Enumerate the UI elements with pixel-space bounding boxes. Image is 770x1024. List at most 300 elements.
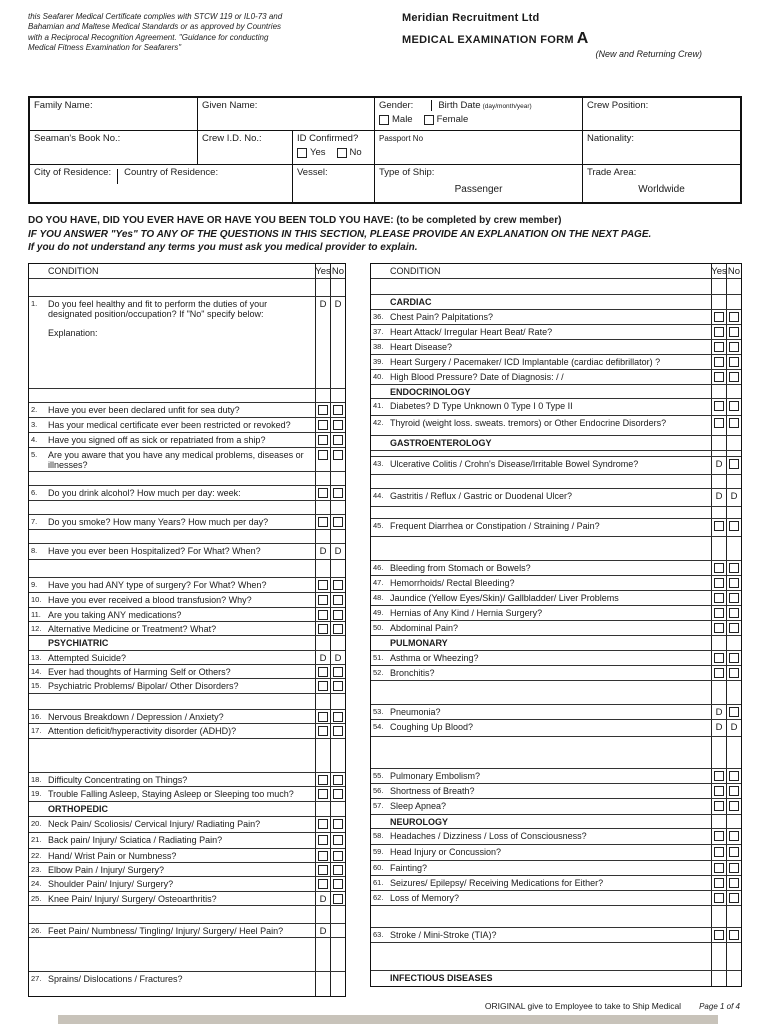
question-row: [29, 892, 345, 906]
no-checkbox[interactable]: [333, 835, 343, 845]
no-answer-cell: [726, 399, 741, 415]
question-text: Are you taking ANY medications?: [48, 609, 182, 620]
no-checkbox[interactable]: [729, 707, 739, 717]
no-checkbox[interactable]: [333, 865, 343, 875]
no-checkbox[interactable]: [729, 786, 739, 796]
trade-area-label: Trade Area:: [587, 167, 637, 178]
question-row: [371, 489, 741, 507]
yes-checkbox[interactable]: [318, 405, 328, 415]
yes-answer-cell: D: [711, 720, 726, 736]
yes-checkbox[interactable]: [714, 653, 724, 663]
yes-checkbox[interactable]: [714, 357, 724, 367]
crew-position-field[interactable]: [583, 98, 740, 131]
spacer-row: [29, 530, 345, 544]
question-number: 21.: [31, 834, 42, 844]
yes-answer-cell: [315, 938, 330, 971]
yes-answer-cell: [711, 385, 726, 398]
question-number: 13.: [31, 652, 42, 662]
question-number: 38.: [373, 341, 384, 351]
spacer-row: [29, 906, 345, 924]
seamans-book-field[interactable]: [30, 131, 198, 165]
no-answer-cell: [726, 784, 741, 798]
no-answer-cell: [330, 972, 345, 996]
question-row: [29, 418, 345, 433]
no-answer-cell: [726, 416, 741, 435]
question-text: Loss of Memory?: [390, 893, 460, 904]
page-number: Page 1 of 4: [699, 1002, 740, 1012]
no-answer-cell: [726, 636, 741, 650]
no-answer-cell: [726, 861, 741, 875]
no-answer-cell: [330, 833, 345, 848]
spacer-row: [29, 389, 345, 403]
type-of-ship-field[interactable]: [375, 165, 583, 202]
question-number: 60.: [373, 863, 384, 873]
question-text: Chest Pain? Palpitations?: [390, 311, 494, 322]
no-answer-cell: [330, 679, 345, 692]
no-answer-cell: D: [330, 297, 345, 388]
number-gutter: [29, 472, 46, 485]
yes-answer-cell: [711, 279, 726, 294]
yes-checkbox[interactable]: [318, 595, 328, 605]
form-letter: A: [576, 30, 589, 47]
question-row: [29, 622, 345, 636]
no-answer-cell: [726, 845, 741, 860]
table-header-row: [29, 264, 345, 279]
crew-info-grid: [28, 96, 742, 204]
section-row: [371, 385, 741, 399]
yes-checkbox[interactable]: [714, 578, 724, 588]
no-answer-cell: [330, 924, 345, 937]
no-checkbox[interactable]: [729, 863, 739, 873]
no-checkbox[interactable]: [729, 771, 739, 781]
yes-checkbox[interactable]: [714, 327, 724, 337]
yes-answer-cell: [315, 710, 330, 723]
question-row: [29, 724, 345, 739]
yes-answer-cell: [315, 515, 330, 529]
question-number: 57.: [373, 800, 384, 810]
question-row: [371, 561, 741, 576]
type-of-ship-label: Type of Ship:: [379, 167, 435, 178]
yes-column-header: Yes: [711, 265, 727, 277]
question-row: [29, 787, 345, 802]
spacer-row: [371, 906, 741, 928]
yes-answer-cell: [711, 769, 726, 783]
yes-checkbox[interactable]: [714, 418, 724, 428]
question-text: Psychiatric Problems/ Bipolar/ Other Disorders?: [48, 681, 239, 692]
question-text: Heart Disease?: [390, 341, 453, 352]
question-row: [371, 325, 741, 340]
yes-checkbox[interactable]: [714, 401, 724, 411]
spacer-row: [29, 739, 345, 773]
yes-checkbox[interactable]: [714, 521, 724, 531]
question-number: 12.: [31, 623, 42, 633]
id-yes-checkbox[interactable]: [297, 148, 307, 158]
no-answer-cell: [330, 501, 345, 514]
no-checkbox[interactable]: [333, 775, 343, 785]
no-checkbox[interactable]: [333, 789, 343, 799]
question-text: Trouble Falling Asleep, Staying Asleep or Sleeping too much?: [48, 789, 294, 800]
yes-checkbox[interactable]: [714, 847, 724, 857]
number-gutter: [371, 264, 388, 278]
no-checkbox[interactable]: [729, 930, 739, 940]
title-block: [402, 10, 702, 59]
question-text: Have you ever been declared unfit for sea duty?: [48, 404, 240, 415]
no-answer-cell: [330, 906, 345, 923]
no-checkbox[interactable]: [729, 847, 739, 857]
empty-cell: [46, 530, 315, 543]
empty-cell: [388, 279, 711, 294]
question-row: [371, 457, 741, 475]
no-checkbox[interactable]: [729, 459, 739, 469]
yes-checkbox[interactable]: [714, 608, 724, 618]
no-checkbox[interactable]: [729, 563, 739, 573]
question-number: 48.: [373, 592, 384, 602]
no-checkbox[interactable]: [333, 851, 343, 861]
yes-checkbox[interactable]: [318, 851, 328, 861]
no-checkbox[interactable]: [333, 667, 343, 677]
question-text: Jaundice (Yellow Eyes/Skin)/ Gallbladder/ Liver Problems: [390, 592, 619, 603]
no-checkbox[interactable]: [729, 668, 739, 678]
question-text: Sprains/ Dislocations / Fractures?: [48, 974, 183, 985]
yes-answer-cell: [315, 472, 330, 485]
yes-checkbox[interactable]: [714, 563, 724, 573]
no-checkbox[interactable]: [333, 879, 343, 889]
question-row: [29, 972, 345, 996]
section-row: [371, 636, 741, 651]
yes-checkbox[interactable]: [318, 835, 328, 845]
section-title: INFECTIOUS DISEASES: [390, 973, 493, 984]
no-answer-cell: [726, 340, 741, 354]
gender-label: Gender:: [379, 100, 414, 111]
yes-answer-cell: [315, 787, 330, 801]
yes-answer-cell: [315, 863, 330, 876]
no-answer-cell: [726, 355, 741, 369]
no-checkbox[interactable]: [729, 312, 739, 322]
yes-checkbox[interactable]: [714, 863, 724, 873]
yes-checkbox[interactable]: [714, 831, 724, 841]
yes-checkbox[interactable]: [318, 610, 328, 620]
yes-checkbox[interactable]: [714, 801, 724, 811]
original-note: ORIGINAL give to Employee to take to Ship Medical: [484, 1001, 682, 1012]
number-gutter: [371, 279, 388, 294]
section-title: PSYCHIATRIC: [48, 638, 109, 649]
residence-divider: [117, 169, 118, 184]
question-number: 16.: [31, 711, 42, 721]
no-checkbox[interactable]: [333, 595, 343, 605]
no-checkbox[interactable]: [333, 624, 343, 634]
given-name-label: Given Name:: [202, 100, 258, 111]
question-text: Elbow Pain / Injury/ Surgery?: [48, 864, 165, 875]
yes-answer-cell: [711, 310, 726, 324]
no-checkbox[interactable]: [333, 517, 343, 527]
yes-checkbox[interactable]: [318, 420, 328, 430]
no-checkbox[interactable]: [729, 342, 739, 352]
question-row: [371, 891, 741, 906]
yes-checkbox[interactable]: [318, 450, 328, 460]
yes-answer-cell: [315, 724, 330, 738]
question-number: 19.: [31, 789, 42, 799]
question-number: 18.: [31, 774, 42, 784]
question-row: [371, 519, 741, 537]
empty-cell: [46, 501, 315, 514]
yes-answer-cell: [315, 578, 330, 592]
number-gutter: [371, 815, 388, 828]
empty-cell: [46, 739, 315, 772]
no-checkbox[interactable]: [333, 610, 343, 620]
question-text: Bronchitis?: [390, 667, 435, 678]
question-row: [29, 448, 345, 473]
no-answer-cell: [726, 666, 741, 680]
no-checkbox[interactable]: [729, 801, 739, 811]
passport-field[interactable]: [375, 131, 583, 165]
no-answer-cell: [330, 578, 345, 592]
yes-answer-cell: [711, 295, 726, 309]
id-confirmed-field: [293, 131, 375, 165]
yes-checkbox[interactable]: [318, 712, 328, 722]
no-checkbox[interactable]: [729, 608, 739, 618]
no-checkbox[interactable]: [333, 726, 343, 736]
question-row: [29, 297, 345, 389]
no-answer-cell: [330, 802, 345, 815]
question-number: 36.: [373, 311, 384, 321]
question-row: [371, 576, 741, 591]
yes-checkbox[interactable]: [318, 624, 328, 634]
question-number: 50.: [373, 622, 384, 632]
no-checkbox[interactable]: [729, 893, 739, 903]
question-number: 47.: [373, 577, 384, 587]
yes-checkbox[interactable]: [318, 726, 328, 736]
instruction-line-3: If you do not understand any terms you must ask you medical provider to explain.: [28, 242, 418, 253]
question-number: 2.: [31, 404, 38, 414]
question-number: 49.: [373, 607, 384, 617]
yes-checkbox[interactable]: [318, 667, 328, 677]
yes-answer-cell: [711, 340, 726, 354]
yes-checkbox[interactable]: [318, 435, 328, 445]
question-number: 41.: [373, 400, 384, 410]
yes-checkbox[interactable]: [318, 789, 328, 799]
yes-checkbox[interactable]: [318, 775, 328, 785]
yes-answer-cell: [315, 739, 330, 772]
family-name-field[interactable]: [30, 98, 198, 131]
yes-answer-cell: [711, 591, 726, 605]
company-name: Meridian Recruitment Ltd: [402, 12, 540, 24]
yes-answer-cell: [711, 651, 726, 665]
no-checkbox[interactable]: [729, 521, 739, 531]
no-checkbox[interactable]: [333, 894, 343, 904]
question-number: 63.: [373, 930, 384, 940]
yes-answer-cell: [711, 681, 726, 704]
question-row: [371, 621, 741, 636]
no-checkbox[interactable]: [333, 681, 343, 691]
crew-id-field[interactable]: [198, 131, 293, 165]
no-checkbox[interactable]: [729, 372, 739, 382]
no-checkbox[interactable]: [729, 831, 739, 841]
yes-checkbox[interactable]: [714, 878, 724, 888]
no-checkbox[interactable]: [729, 878, 739, 888]
yes-checkbox[interactable]: [714, 668, 724, 678]
number-gutter: [29, 501, 46, 514]
female-label: Female: [436, 114, 469, 125]
number-gutter: [29, 264, 46, 278]
question-number: 53.: [373, 706, 384, 716]
question-number: 6.: [31, 488, 38, 498]
question-text: Ever had thoughts of Harming Self or Others?: [48, 666, 231, 677]
yes-checkbox[interactable]: [714, 593, 724, 603]
yes-answer-cell: [711, 928, 726, 942]
question-number: 20.: [31, 818, 42, 828]
yes-answer-cell: [711, 861, 726, 875]
yes-checkbox[interactable]: [318, 879, 328, 889]
question-number: 52.: [373, 667, 384, 677]
yes-answer-cell: [315, 694, 330, 709]
no-checkbox[interactable]: [333, 580, 343, 590]
form-subtitle: (New and Returning Crew): [595, 49, 702, 59]
yes-checkbox[interactable]: [318, 819, 328, 829]
question-number: 59.: [373, 847, 384, 857]
spacer-row: [29, 472, 345, 486]
no-answer-cell: [330, 739, 345, 772]
yes-checkbox[interactable]: [714, 372, 724, 382]
family-name-label: Family Name:: [34, 100, 93, 111]
yes-answer-cell: [711, 799, 726, 814]
no-checkbox[interactable]: [729, 593, 739, 603]
yes-answer-cell: [711, 784, 726, 798]
no-answer-cell: [726, 537, 741, 560]
male-checkbox[interactable]: [379, 115, 389, 125]
question-number: 8.: [31, 546, 38, 556]
no-checkbox[interactable]: [729, 401, 739, 411]
no-checkbox[interactable]: [729, 418, 739, 428]
yes-checkbox[interactable]: [318, 517, 328, 527]
page-footer: [28, 1001, 742, 1011]
yes-answer-cell: D: [315, 297, 330, 388]
spacer-row: [371, 681, 741, 705]
empty-cell: [388, 943, 711, 970]
yes-answer-cell: D: [315, 924, 330, 937]
no-answer-cell: [330, 433, 345, 447]
question-number: 43.: [373, 458, 384, 468]
yes-answer-cell: [315, 608, 330, 621]
no-checkbox[interactable]: [729, 653, 739, 663]
empty-cell: [388, 537, 711, 560]
no-checkbox[interactable]: [729, 578, 739, 588]
question-text: Heart Attack/ Irregular Heart Beat/ Rate?: [390, 326, 553, 337]
yes-answer-cell: [711, 845, 726, 860]
question-text: Asthma or Wheezing?: [390, 652, 479, 663]
question-text: Do you drink alcohol? How much per day: week:: [48, 488, 241, 499]
no-answer-cell: [330, 448, 345, 472]
question-text: Hand/ Wrist Pain or Numbness?: [48, 850, 177, 861]
country-of-residence-label: Country of Residence:: [124, 167, 219, 178]
yes-answer-cell: [711, 891, 726, 905]
no-checkbox[interactable]: [333, 819, 343, 829]
yes-checkbox[interactable]: [318, 488, 328, 498]
section-title: GASTROENTEROLOGY: [390, 437, 492, 448]
no-checkbox[interactable]: [729, 357, 739, 367]
question-row: [371, 769, 741, 784]
no-checkbox[interactable]: [333, 405, 343, 415]
question-text: Have you had ANY type of surgery? For What? When?: [48, 580, 267, 591]
question-text: Feet Pain/ Numbness/ Tingling/ Injury/ Surgery/ Heel Pain?: [48, 926, 284, 936]
yes-checkbox[interactable]: [714, 342, 724, 352]
question-number: 46.: [373, 562, 384, 572]
no-answer-cell: [726, 576, 741, 590]
question-row: [371, 355, 741, 370]
female-checkbox[interactable]: [424, 115, 434, 125]
yes-checkbox[interactable]: [714, 623, 724, 633]
question-text: Attention deficit/hyperactivity disorder (ADHD)?: [48, 725, 237, 736]
yes-checkbox[interactable]: [714, 312, 724, 322]
yes-checkbox[interactable]: [318, 681, 328, 691]
number-gutter: [29, 906, 46, 923]
yes-answer-cell: [315, 833, 330, 848]
yes-checkbox[interactable]: [714, 786, 724, 796]
question-number: 37.: [373, 326, 384, 336]
question-number: 51.: [373, 652, 384, 662]
yes-answer-cell: D: [711, 705, 726, 719]
no-checkbox[interactable]: [333, 420, 343, 430]
spacer-row: [29, 694, 345, 710]
no-checkbox[interactable]: [333, 712, 343, 722]
nationality-label: Nationality:: [587, 133, 634, 144]
no-answer-cell: [726, 519, 741, 536]
yes-checkbox[interactable]: [714, 930, 724, 940]
yes-answer-cell: [315, 486, 330, 500]
number-gutter: [29, 636, 46, 649]
yes-checkbox[interactable]: [714, 771, 724, 781]
given-name-field[interactable]: [198, 98, 375, 131]
yes-answer-cell: [315, 418, 330, 432]
question-text: Fainting?: [390, 863, 428, 874]
question-number: 23.: [31, 864, 42, 874]
no-checkbox[interactable]: [729, 623, 739, 633]
question-row: [29, 679, 345, 693]
spacer-row: [371, 943, 741, 971]
question-number: 15.: [31, 681, 42, 691]
no-answer-cell: [726, 457, 741, 474]
no-checkbox[interactable]: [333, 488, 343, 498]
no-answer-cell: [726, 621, 741, 635]
yes-answer-cell: D: [315, 544, 330, 559]
question-number: 17.: [31, 725, 42, 735]
no-answer-cell: [726, 310, 741, 324]
form-title-text: MEDICAL EXAMINATION FORM: [402, 34, 574, 46]
spacer-row: [29, 938, 345, 972]
no-answer-cell: [726, 651, 741, 665]
trade-area-field[interactable]: [583, 165, 740, 202]
question-text: High Blood Pressure? Date of Diagnosis: / /: [390, 371, 564, 382]
vessel-field[interactable]: [293, 165, 375, 202]
no-checkbox[interactable]: [729, 327, 739, 337]
spacer-row: [371, 279, 741, 295]
yes-checkbox[interactable]: [318, 865, 328, 875]
yes-answer-cell: [315, 403, 330, 417]
no-answer-cell: [726, 799, 741, 814]
empty-cell: [388, 906, 711, 927]
yes-answer-cell: [711, 416, 726, 435]
residence-field[interactable]: [30, 165, 293, 202]
question-number: 27.: [31, 974, 42, 984]
yes-checkbox[interactable]: [318, 580, 328, 590]
empty-cell: [46, 472, 315, 485]
nationality-field[interactable]: [583, 131, 740, 165]
id-no-checkbox[interactable]: [337, 148, 347, 158]
no-checkbox[interactable]: [333, 450, 343, 460]
no-checkbox[interactable]: [333, 435, 343, 445]
spacer-row: [29, 279, 345, 297]
question-text: Pneumonia?: [390, 706, 441, 717]
yes-checkbox[interactable]: [714, 893, 724, 903]
